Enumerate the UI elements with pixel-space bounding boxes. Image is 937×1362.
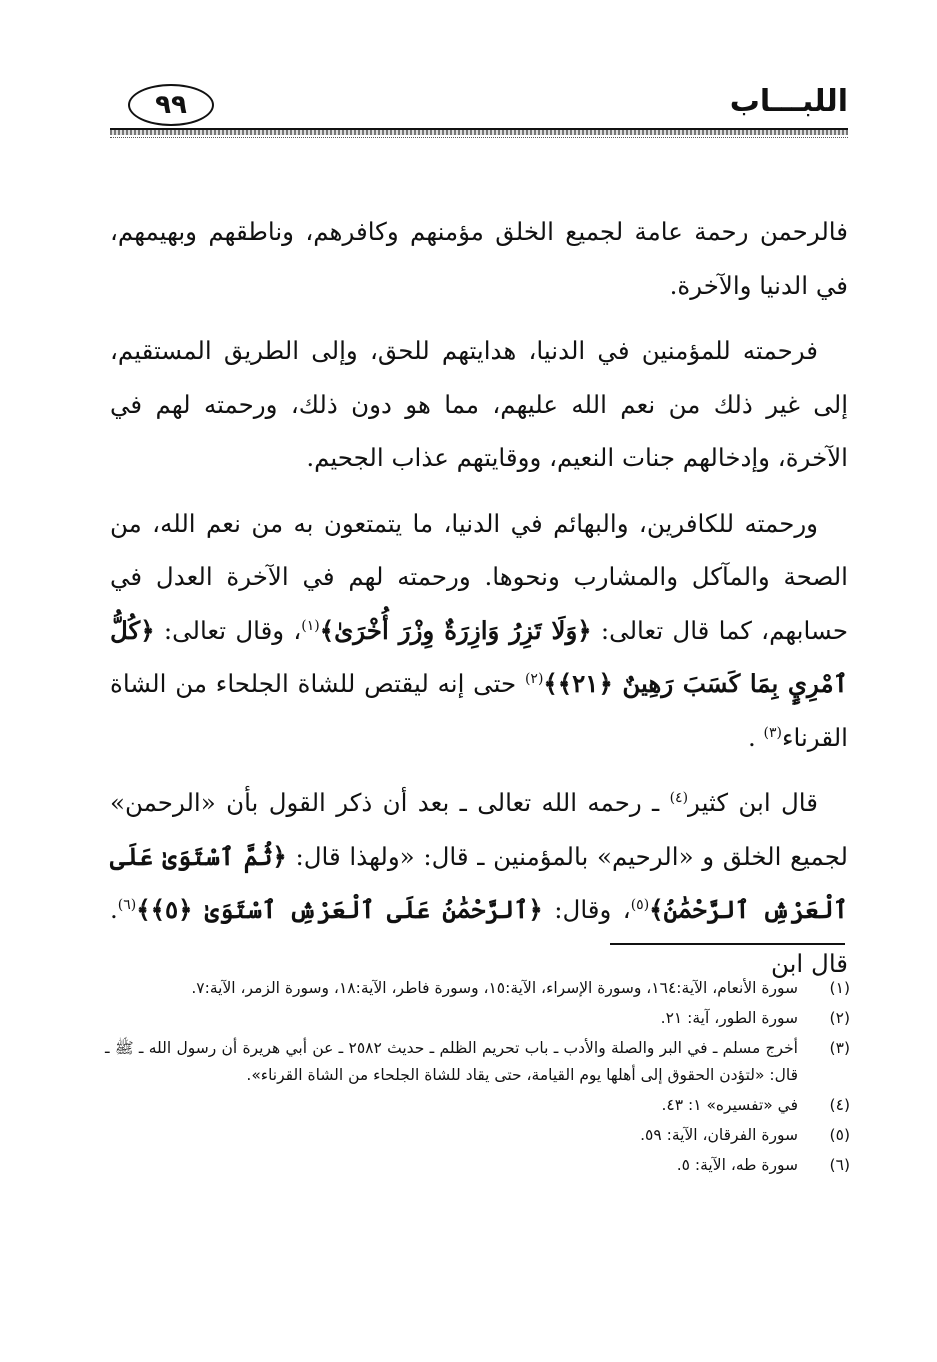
paragraph-2 [110,324,848,485]
footnote-text: سورة الأنعام، الآية:١٦٤، وسورة الإسراء، الآية:١٥، وسورة فاطر، الآية:١٨، وسورة الزمر، الآية:٧. [191,979,798,997]
quran-verse-2: ﴿كُلُّ ٱمْرِيٍٕ بِمَا كَسَبَ رَهِينٌ ﴿٢١﴾﴾ [110,615,848,698]
paragraph-3-text-b: ، وقال تعالى: [163,615,302,645]
paragraph-1-text: فالرحمن رحمة عامة لجميع الخلق مؤمنهم وكافرهم، وناطقهم وبهيمهم، في الدنيا والآخرة. [110,217,848,300]
paragraph-4-text-d: . قال ابن [110,895,848,978]
quran-verse-4: ﴿ٱلرَّحْمَٰنُ عَلَى ٱلْعَرْشِ ٱسْتَوَىٰ ﴿٥﴾﴾ [136,895,543,924]
footnote-number: (٣) [829,1039,850,1057]
footnote-text: أخرج مسلم ـ في البر والصلة والأدب ـ باب تحريم الظلم ـ حديث ٢٥٨٢ ـ عن أبي هريرة أن رسول الله ـ ﷺ ـ قال: «لتؤدن الحقوق إلى أهلها يوم القيامة، حتى يقاد للشاة الجلحاء من الشاة القرناء». [105,1039,798,1084]
paragraph-2-text: فرحمته للمؤمنين في الدنيا، هدايتهم للحق، وإلى الطريق المستقيم، إلى غير ذلك من نعم الله عليهم، مما هو دون ذلك، ورحمته لهم في الآخرة، وإدخالهم جنات النعيم، ووقايتهم عذاب الجحيم. [110,336,848,472]
footnote-item [105,975,850,1002]
paragraph-4-text-a: قال ابن كثير [688,788,818,817]
footnote-ref-6: (٦) [117,896,137,913]
quran-verse-3: ﴿ثُمَّ ٱسْتَوَىٰ عَلَى ٱلْعَرْشِ ٱلرَّحْمَٰنُ﴾ [110,841,848,924]
footnote-ref-1: (١) [301,617,320,634]
footnote-ref-4: (٤) [669,789,689,806]
footnote-ref-2: (٢) [524,670,544,687]
footnote-separator [610,943,845,945]
footnotes [105,975,850,1182]
footnote-number: (٤) [829,1096,850,1114]
paragraph-4-text-c: ، وقال: [554,895,631,924]
footnote-text: سورة الفرقان، الآية: ٥٩. [640,1126,798,1144]
paragraph-3 [110,497,848,765]
footnote-text: سورة الطور، آية: ٢١. [660,1009,798,1027]
header-rule [110,128,848,135]
footnote-item [105,1005,850,1032]
paragraph-3-text-c: حتى إنه ليقتص للشاة الجلحاء من الشاة القرناء [110,669,848,752]
quran-verse-1: ﴿وَلَا تَزِرُ وَازِرَةٌ وِزْرَ أُخْرَىٰ﴾ [319,615,592,645]
page-number: ٩٩ [128,84,214,126]
running-title: اللبـــاب [729,84,848,119]
footnote-item [105,1035,850,1089]
footnote-ref-3: (٣) [763,724,782,741]
footnote-number: (٥) [829,1126,850,1144]
main-text [110,205,848,1002]
footnote-number: (١) [829,979,850,997]
paragraph-1 [110,205,848,312]
footnote-text: في «تفسيره» ١: ٤٣. [661,1096,798,1114]
page-header [110,78,848,138]
paragraph-3-text-d: . [747,722,756,752]
footnote-item [105,1152,850,1179]
paragraph-4 [110,776,848,990]
footnote-item [105,1122,850,1149]
paragraph-3-text-a: ورحمته للكافرين، والبهائم في الدنيا، ما يتمتعون به من نعم الله، من الصحة والمآكل والمشارب ونحوها. ورحمته لهم في الآخرة العدل في حسابهم، كما قال تعالى: [110,508,848,645]
footnote-number: (٦) [829,1156,850,1174]
header-rule-dotted [110,137,848,138]
footnote-ref-5: (٥) [630,896,650,913]
footnote-item [105,1092,850,1119]
footnote-text: سورة طه، الآية: ٥. [676,1156,798,1174]
footnote-number: (٢) [829,1009,850,1027]
paragraph-4-text-b: ـ رحمه الله تعالى ـ بعد أن ذكر القول بأن «الرحمن» لجميع الخلق و «الرحيم» بالمؤمنين ـ قال: «ولهذا قال: [110,788,848,871]
